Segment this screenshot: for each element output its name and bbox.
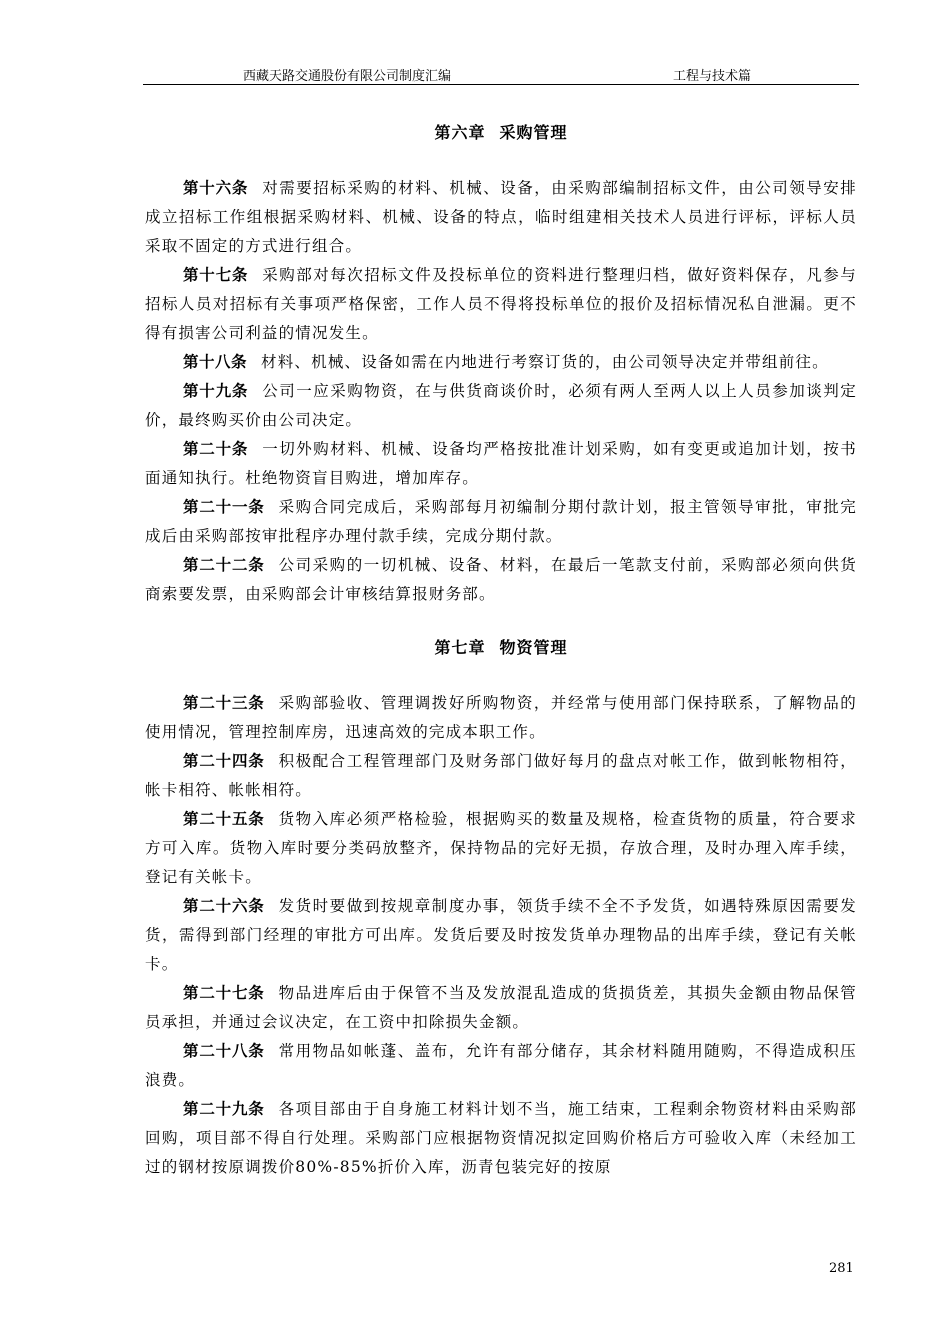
article-paragraph bbox=[145, 805, 857, 892]
chapter-number: 第七章 bbox=[434, 638, 486, 657]
article-text: 公司采购的一切机械、设备、材料，在最后一笔款支付前，采购部必须向供货商索要发票，由采购部会计审核结算报财务部。 bbox=[145, 556, 857, 603]
chapter-heading bbox=[145, 118, 857, 148]
article-label: 第二十四条 bbox=[183, 752, 265, 770]
chapter-number: 第六章 bbox=[434, 123, 486, 142]
header-company-title: 西藏天路交通股份有限公司制度汇编 bbox=[243, 69, 452, 84]
article-text: 采购部验收、管理调拨好所购物资，并经常与使用部门保持联系，了解物品的使用情况，管理控制库房，迅速高效的完成本职工作。 bbox=[145, 694, 857, 741]
page-number: 281 bbox=[829, 1261, 854, 1276]
chapter-title: 采购管理 bbox=[499, 123, 568, 142]
article-paragraph bbox=[145, 261, 857, 348]
article-text: 各项目部由于自身施工材料计划不当，施工结束，工程剩余物资材料由采购部回购，项目部不得自行处理。采购部门应根据物资情况拟定回购价格后方可验收入库（未经加工过的钢材按原调拨价80%-85%折价入库，沥青包装完好的按原 bbox=[145, 1100, 857, 1176]
article-text: 物品进库后由于保管不当及发放混乱造成的货损货差，其损失金额由物品保管员承担，并通过会议决定，在工资中扣除损失金额。 bbox=[145, 984, 857, 1031]
article-paragraph bbox=[145, 435, 857, 493]
article-label: 第二十九条 bbox=[183, 1100, 265, 1118]
article-paragraph bbox=[145, 348, 857, 377]
article-paragraph bbox=[145, 1037, 857, 1095]
article-paragraph bbox=[145, 174, 857, 261]
article-text: 材料、机械、设备如需在内地进行考察订货的，由公司领导决定并带组前往。 bbox=[261, 353, 829, 371]
article-label: 第二十二条 bbox=[183, 556, 265, 574]
article-label: 第十八条 bbox=[183, 353, 248, 371]
article-text: 对需要招标采购的材料、机械、设备，由采购部编制招标文件，由公司领导安排成立招标工作组根据采购材料、机械、设备的特点，临时组建相关技术人员进行评标，评标人员采取不固定的方式进行组合。 bbox=[145, 179, 857, 255]
page-header bbox=[143, 64, 859, 85]
article-paragraph bbox=[145, 377, 857, 435]
article-text: 常用物品如帐蓬、盖布，允许有部分储存，其余材料随用随购，不得造成积压浪费。 bbox=[145, 1042, 857, 1089]
article-text: 采购合同完成后，采购部每月初编制分期付款计划，报主管领导审批，审批完成后由采购部按审批程序办理付款手续，完成分期付款。 bbox=[145, 498, 857, 545]
article-label: 第十七条 bbox=[183, 266, 249, 284]
article-label: 第二十八条 bbox=[183, 1042, 265, 1060]
article-text: 公司一应采购物资，在与供货商谈价时，必须有两人至两人以上人员参加谈判定价，最终购买价由公司决定。 bbox=[145, 382, 857, 429]
article-text: 采购部对每次招标文件及投标单位的资料进行整理归档，做好资料保存，凡参与招标人员对招标有关事项严格保密，工作人员不得将投标单位的报价及招标情况私自泄漏。更不得有损害公司利益的情况发生。 bbox=[145, 266, 857, 342]
header-section-title: 工程与技术篇 bbox=[673, 69, 752, 84]
article-paragraph bbox=[145, 747, 857, 805]
article-paragraph bbox=[145, 979, 857, 1037]
article-label: 第二十三条 bbox=[183, 694, 265, 712]
article-label: 第十六条 bbox=[183, 179, 249, 197]
document-body bbox=[145, 118, 857, 1182]
article-text: 积极配合工程管理部门及财务部门做好每月的盘点对帐工作，做到帐物相符，帐卡相符、帐帐相符。 bbox=[145, 752, 857, 799]
article-paragraph bbox=[145, 892, 857, 979]
article-label: 第二十六条 bbox=[183, 897, 265, 915]
article-text: 一切外购材料、机械、设备均严格按批准计划采购，如有变更或追加计划，按书面通知执行。杜绝物资盲目购进，增加库存。 bbox=[145, 440, 857, 487]
article-label: 第十九条 bbox=[183, 382, 249, 400]
article-label: 第二十五条 bbox=[183, 810, 265, 828]
article-text: 货物入库必须严格检验，根据购买的数量及规格，检查货物的质量，符合要求方可入库。货物入库时要分类码放整齐，保持物品的完好无损，存放合理，及时办理入库手续，登记有关帐卡。 bbox=[145, 810, 857, 886]
article-label: 第二十条 bbox=[183, 440, 249, 458]
article-paragraph bbox=[145, 493, 857, 551]
chapter-heading bbox=[145, 633, 857, 663]
article-paragraph bbox=[145, 551, 857, 609]
chapter-title: 物资管理 bbox=[499, 638, 568, 657]
article-label: 第二十一条 bbox=[183, 498, 265, 516]
article-paragraph bbox=[145, 689, 857, 747]
article-label: 第二十七条 bbox=[183, 984, 265, 1002]
article-paragraph bbox=[145, 1095, 857, 1182]
article-text: 发货时要做到按规章制度办事，领货手续不全不予发货，如遇特殊原因需要发货，需得到部门经理的审批方可出库。发货后要及时按发货单办理物品的出库手续，登记有关帐卡。 bbox=[145, 897, 857, 973]
